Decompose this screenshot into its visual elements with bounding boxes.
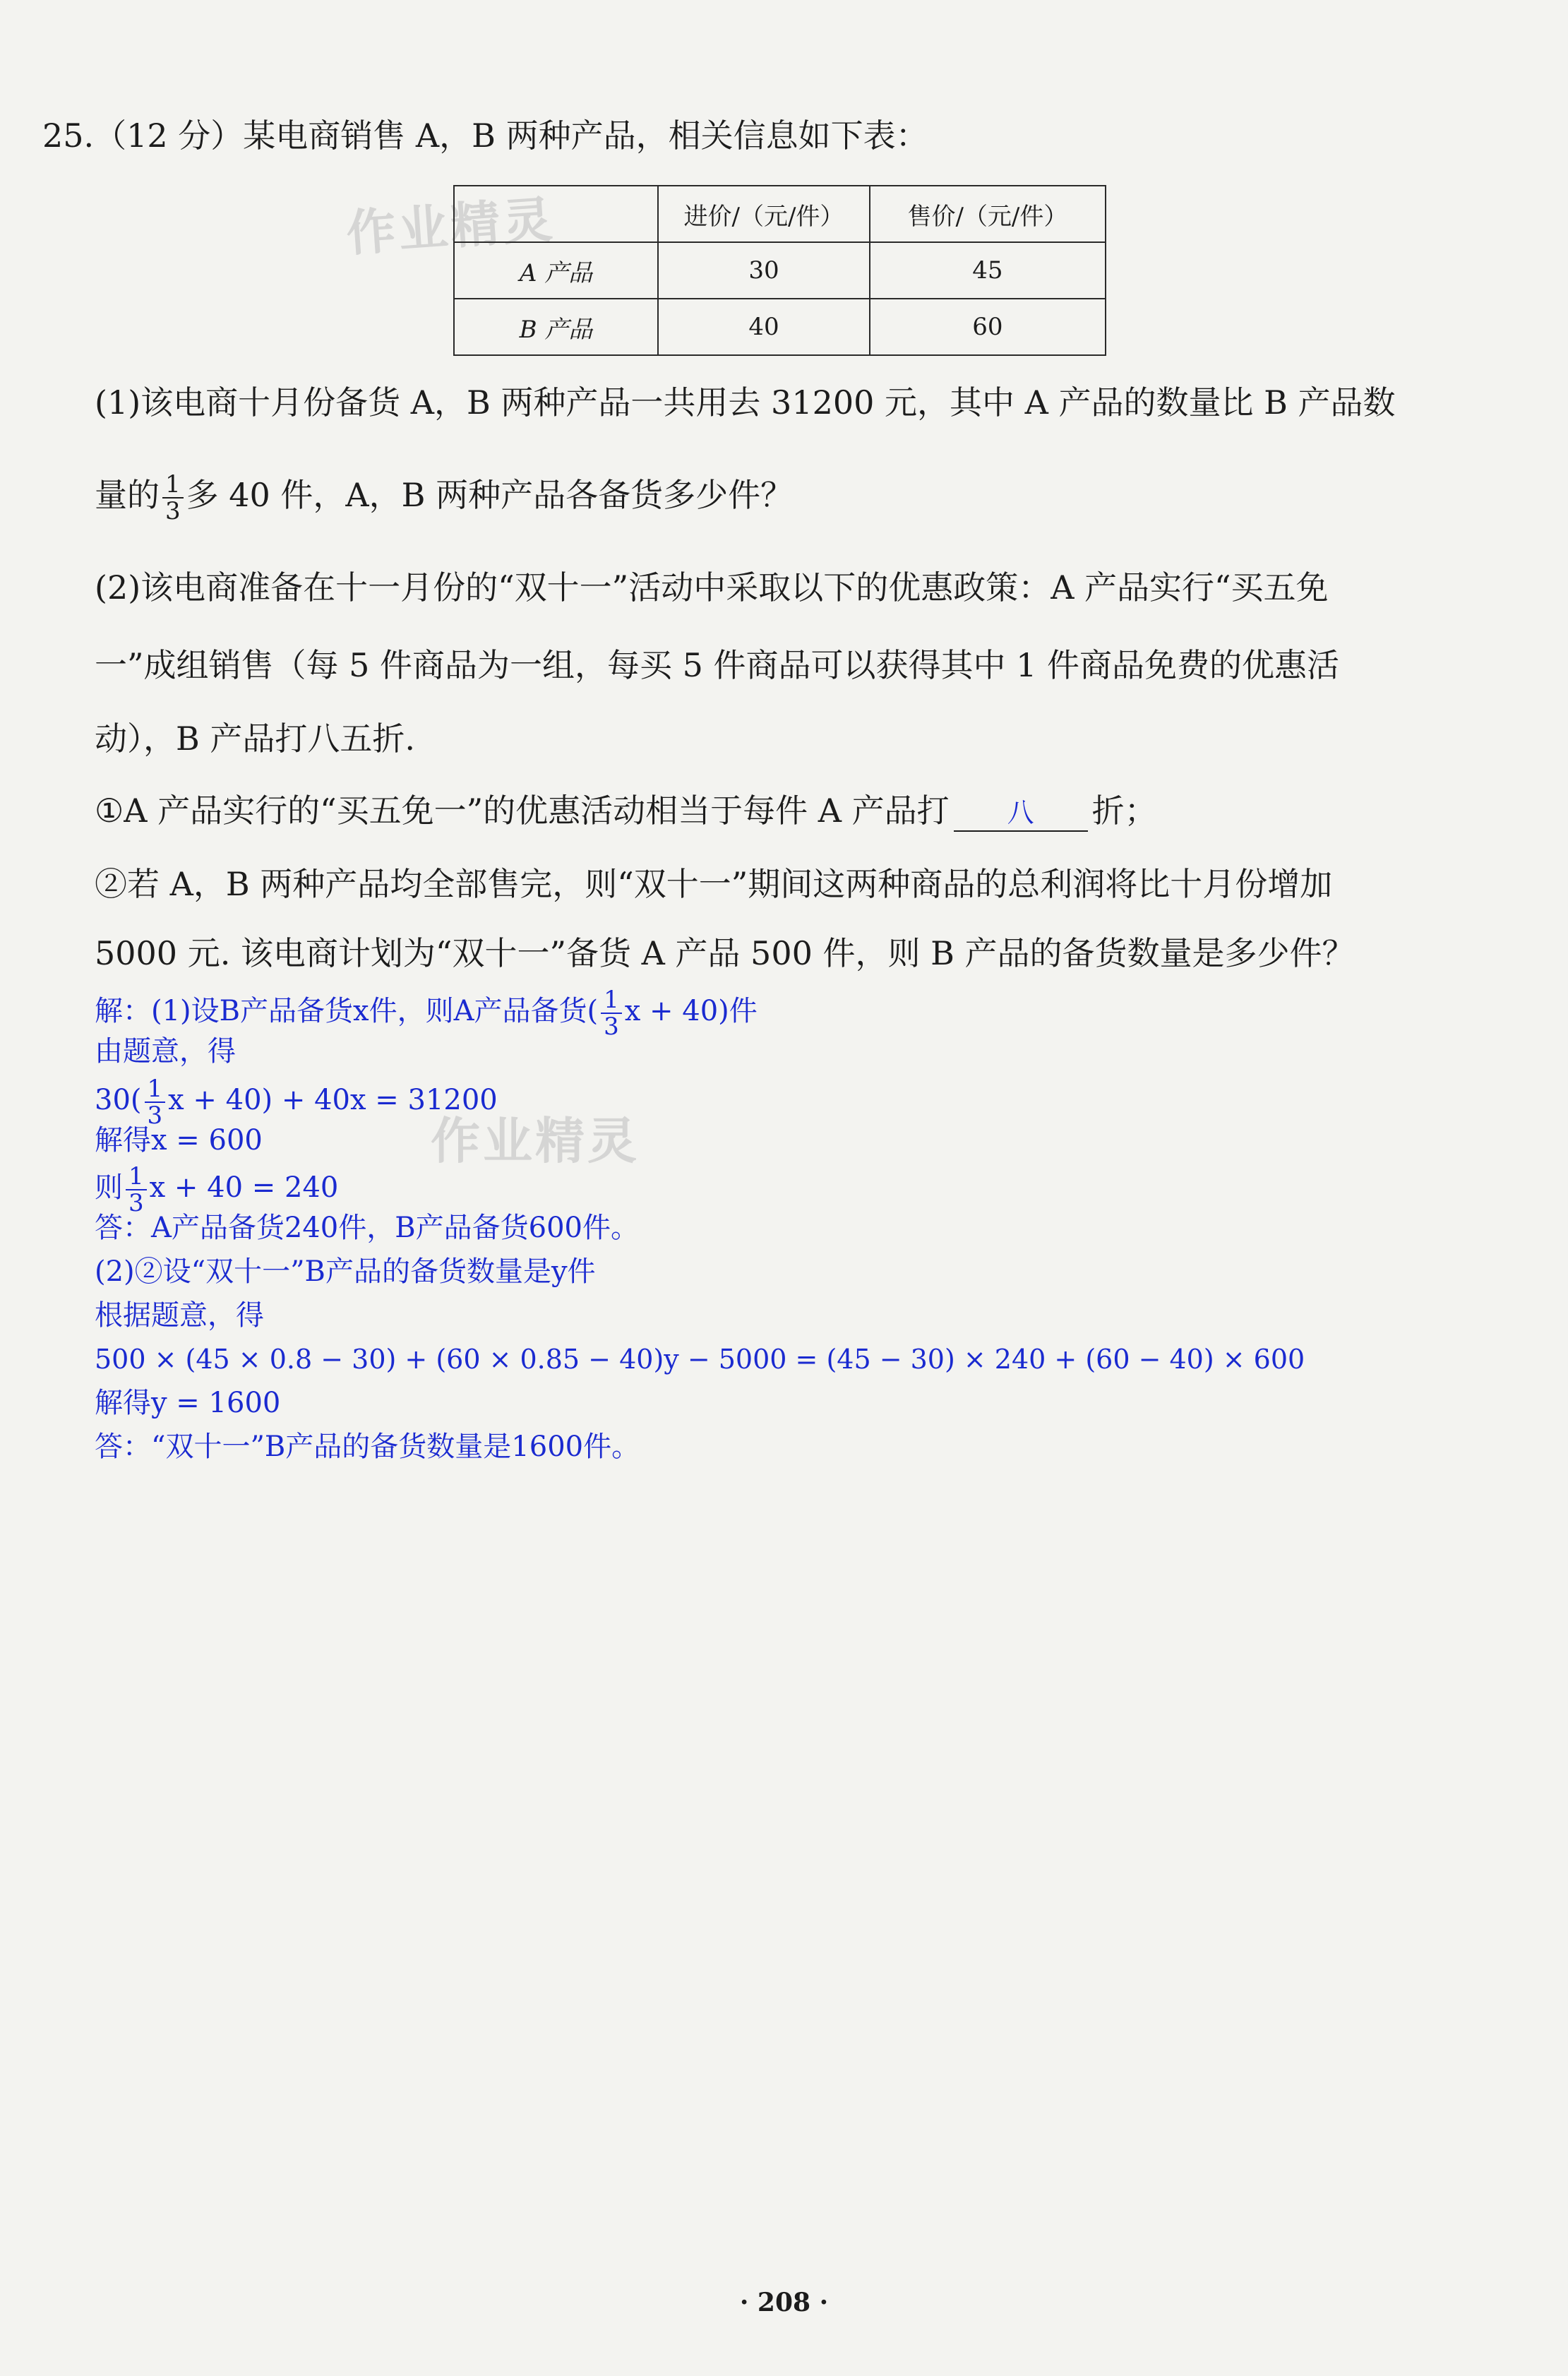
subquestion-2-line2: 5000 元. 该电商计划为“双十一”备货 A 产品 500 件，则 B 产品的备货数量是多少件？: [95, 934, 1355, 972]
part1-line1: (1)该电商十月份备货 A，B 两种产品一共用去 31200 元，其中 A 产品的数量比 B 产品数: [95, 383, 1396, 422]
answer-blank[interactable]: 八: [954, 795, 1088, 832]
text-span: 多 40 件，A，B 两种产品各备货多少件？: [186, 476, 794, 514]
table-row: [454, 242, 1106, 299]
table-cell: 60: [870, 299, 1106, 355]
text-span: x + 40) + 40x = 31200: [168, 1084, 498, 1116]
text-span: x + 40)件: [624, 995, 758, 1027]
answer-line: 解得x = 600: [95, 1124, 263, 1157]
table-header-row: [454, 186, 1106, 242]
answer-line: 答：“双十一”B产品的备货数量是1600件。: [95, 1431, 640, 1463]
text-span: 解：(1)设B产品备货x件，则A产品备货(: [95, 995, 599, 1027]
price-table: [453, 185, 1106, 356]
question-header: 25.（12 分）某电商销售 A，B 两种产品，相关信息如下表：: [42, 117, 928, 155]
fraction: [162, 472, 184, 524]
text-span: 折；: [1091, 792, 1157, 830]
watermark-logo: 作业精灵: [431, 1112, 640, 1170]
fraction: [145, 1076, 166, 1128]
text-span: 量的: [95, 476, 160, 514]
answer-line: 根据题意，得: [95, 1299, 264, 1332]
fraction-denominator: 3: [128, 1189, 144, 1217]
table-row: [454, 299, 1106, 355]
table-cell: B 产品: [454, 299, 658, 355]
fraction-denominator: 3: [165, 497, 181, 525]
table-cell: 进价/（元/件）: [658, 186, 870, 242]
fraction-numerator: 1: [126, 1164, 147, 1190]
text-span: 则: [95, 1171, 123, 1204]
answer-line: [95, 987, 758, 1039]
subquestion-1: [95, 789, 1157, 832]
answer-line: 500 × (45 × 0.8 − 30) + (60 × 0.85 − 40)y − 5000 = (45 − 30) × 240 + (60 − 40) × 600: [95, 1344, 1305, 1375]
table-cell: 40: [658, 299, 870, 355]
fraction: [601, 987, 622, 1039]
table-cell: 30: [658, 242, 870, 299]
fraction-denominator: 3: [604, 1013, 619, 1041]
text-span: x + 40 = 240: [149, 1171, 339, 1204]
table-cell: 售价/（元/件）: [870, 186, 1106, 242]
text-span: ①A 产品实行的“买五免一”的优惠活动相当于每件 A 产品打: [95, 792, 950, 830]
fraction: [126, 1164, 147, 1216]
answer-line: [95, 1076, 498, 1128]
fraction-numerator: 1: [601, 987, 622, 1014]
table-cell: [454, 186, 658, 242]
page-number: · 208 ·: [739, 2288, 829, 2317]
part2-line2: 一”成组销售（每 5 件商品为一组，每买 5 件商品可以获得其中 1 件商品免费的优惠活: [95, 646, 1340, 684]
answer-line: [95, 1164, 338, 1216]
part1-line2: [95, 472, 793, 524]
table-cell: 45: [870, 242, 1106, 299]
answer-line: 答：A产品备货240件，B产品备货600件。: [95, 1212, 639, 1244]
fraction-numerator: 1: [145, 1076, 166, 1103]
fraction-denominator: 3: [147, 1102, 163, 1130]
part2-line3: 动），B 产品打八五折.: [95, 720, 416, 758]
watermark-logo: 作业精灵: [344, 190, 557, 263]
subquestion-2-line1: ②若 A，B 两种产品均全部售完，则“双十一”期间这两种商品的总利润将比十月份增加: [95, 865, 1333, 903]
answer-line: (2)②设“双十一”B产品的备货数量是y件: [95, 1255, 596, 1288]
table-cell: A 产品: [454, 242, 658, 299]
answer-line: 解得y = 1600: [95, 1387, 281, 1419]
part2-line1: (2)该电商准备在十一月份的“双十一”活动中采取以下的优惠政策：A 产品实行“买五免: [95, 568, 1329, 607]
fraction-numerator: 1: [162, 472, 184, 499]
answer-line: 由题意，得: [95, 1035, 236, 1068]
text-span: 30(: [95, 1084, 142, 1116]
